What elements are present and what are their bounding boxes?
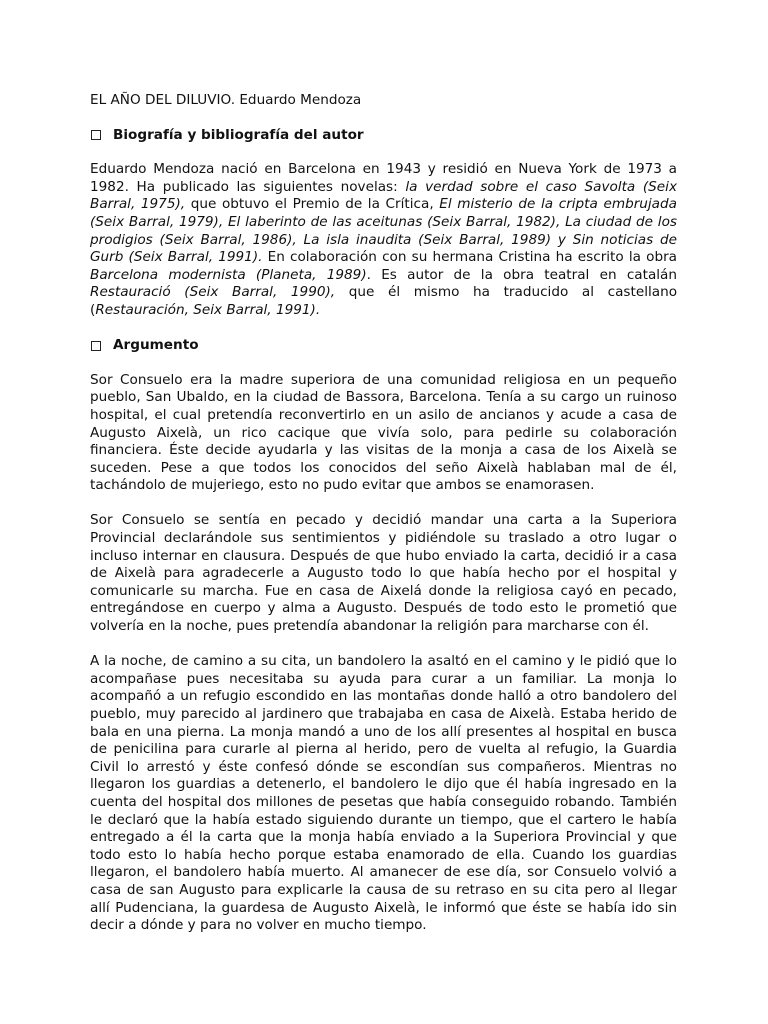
bio-text-5: que él mismo ha traducido al castellano ( xyxy=(90,284,678,318)
argument-paragraph: A la noche, de camino a su cita, un bandolero la asaltó en el camino y le pidió que lo acompañase pues necesitaba su ayuda para curar a un familiar. La monja lo acompañó a un refugio escondido en las montañas donde halló a otro bandolero del pueblo, muy parecido al jardinero que trabajaba en casa de Aixelà. Estaba herido de bala en una pierna. La monja mandó a uno de los allí presentes al hospital en busca de penicilina para curarle al pierna al herido, pero de vuelta al refugio, la Guardia Civil lo arrestó y éste confesó dónde se escondían sus compañeros. Mientras no llegaron los guardias a detenerlo, el bandolero le dijo que él había ingresado en la cuenta del hospital dos millones de pesetas que había conseguido robando. También le declaró que la había estado siguiendo durante un tiempo, que el cartero le había entregado a él la carta que la monja había enviado a la Superiora Provincial y que todo esto lo había hecho porque estaba enamorado de ella. Cuando los guardias llegaron, el bandolero había muerto. Al amanecer de ese día, sor Consuelo volvió a casa de san Augusto para explicarle la causa de su retraso en su cita pero al llegar allí Pudenciana, la guardesa de Augusto Aixelà, le informó que éste se había ido sin decir a dónde y para no volver en mucho tiempo. xyxy=(90,653,677,934)
document-page xyxy=(90,92,677,952)
bio-italic-2: El misterio de la cripta embrujada (Seix Barral, 1979), El laberinto de las aceitunas (Seix Barral, 1982), La ciudad de los prodigios (Seix Barral, 1986), La isla inaudita (Seix Barral, 1989) y Sin noticias de Gurb (Seix Barral, 1991). xyxy=(90,196,677,266)
checkbox-bullet-icon xyxy=(91,130,101,140)
bio-text-4: . Es autor de la obra teatral en catalán xyxy=(366,266,678,283)
section-heading-argument xyxy=(90,337,677,355)
document-title: EL AÑO DEL DILUVIO. Eduardo Mendoza xyxy=(90,92,362,108)
bio-italic-3: Barcelona modernista (Planeta, 1989) xyxy=(90,266,367,283)
bio-italic-4: Restauració (Seix Barral, 1990), xyxy=(90,284,336,301)
argument-paragraph: Sor Consuelo se sentía en pecado y decidió mandar una carta a la Superiora Provincial declarándole sus sentimientos y pidiéndole su traslado a otro lugar o incluso internar en clausura. Después de que hubo enviado la carta, decidió ir a casa de Aixelà para agradecerle a Augusto todo lo que había hecho por el hospital y comunicarle su marcha. Fue en casa de Aixelá donde la religiosa cayó en pecado, entregándose en cuerpo y alma a Augusto. Después de todo esto le prometió que volvería en la noche, pues pretendía abandonar la religión para marcharse con él. xyxy=(90,512,677,635)
bio-italic-1: la verdad sobre el caso Savolta (Seix Barral, 1975), xyxy=(90,178,677,213)
bio-text-1: Eduardo Mendoza nació en Barcelona en 1943 y residió en Nueva York de 1973 a 1982. Ha publicado las siguientes novelas: xyxy=(90,161,677,195)
checkbox-bullet-icon xyxy=(91,341,101,351)
bio-italic-5: Restauración, Seix Barral, 1991). xyxy=(95,301,321,318)
bio-text-2: que obtuvo el Premio de la Crítica, xyxy=(185,196,440,213)
section-heading-biography xyxy=(90,127,677,145)
section-heading-label: Argumento xyxy=(113,337,199,354)
bio-text-3: En colaboración con su hermana Cristina ha escrito la obra xyxy=(262,249,677,266)
biography-paragraph xyxy=(90,161,677,319)
section-heading-label: Biografía y bibliografía del autor xyxy=(113,126,364,143)
argument-paragraph: Sor Consuelo era la madre superiora de una comunidad religiosa en un pequeño pueblo, San Ubaldo, en la ciudad de Bassora, Barcelona. Tenía a su cargo un ruinoso hospital, el cual pretendía reconvertirlo en un asilo de ancianos y acude a casa de Augusto Aixelà, un rico cacique que vivía solo, para pedirle su colaboración financiera. Éste decide ayudarla y las visitas de la monja a casa de los Aixelà se suceden. Pese a que todos los conocidos del seño Aixelà hablaban mal de él, tachándolo de mujeriego, esto no pudo evitar que ambos se enamorasen. xyxy=(90,371,677,494)
